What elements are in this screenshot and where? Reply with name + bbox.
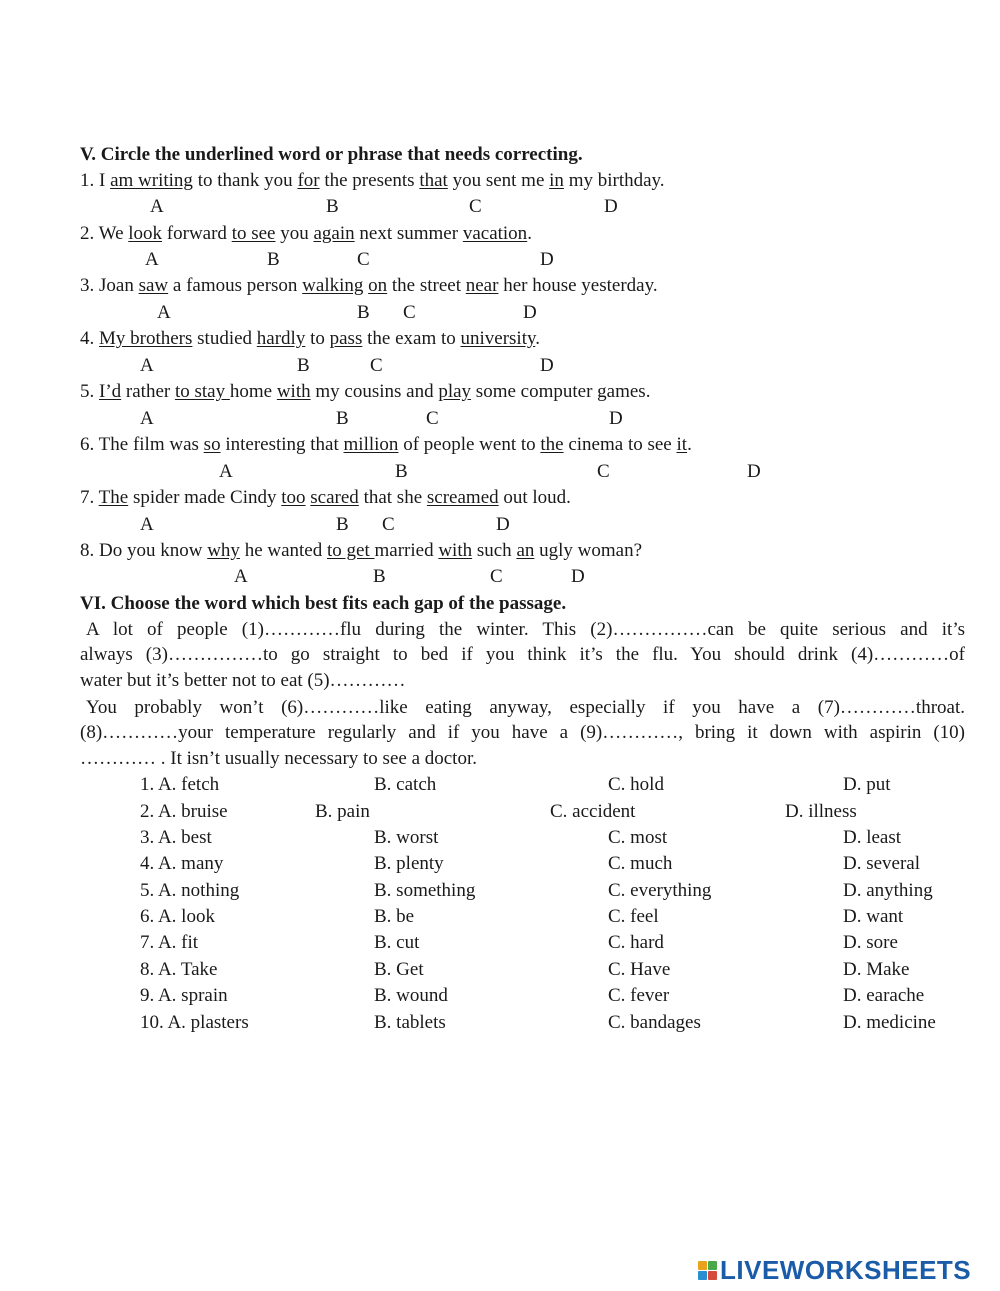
q2-letter-b: B xyxy=(267,249,280,270)
q3-letter-d: D xyxy=(523,302,537,323)
q5-letter-b: B xyxy=(336,408,349,429)
option-1-c[interactable]: C. hold xyxy=(608,774,664,795)
option-10-b[interactable]: B. tablets xyxy=(374,1012,446,1033)
option-b-phrase[interactable]: to get xyxy=(327,540,375,561)
option-5-d[interactable]: D. anything xyxy=(843,880,933,901)
option-9-a[interactable]: 9. A. sprain xyxy=(140,985,228,1006)
option-8-c[interactable]: C. Have xyxy=(608,959,671,980)
option-c-phrase[interactable]: with xyxy=(438,540,473,561)
option-9-b[interactable]: B. wound xyxy=(374,985,448,1006)
q7-letter-d: D xyxy=(496,514,510,535)
q2-letter-c: C xyxy=(357,249,370,270)
option-b-phrase[interactable]: to see xyxy=(231,223,276,244)
option-10-c[interactable]: C. bandages xyxy=(608,1012,701,1033)
option-3-b[interactable]: B. worst xyxy=(374,827,439,848)
question-8: 8. Do you know why he wanted to get married with such an ugly woman? xyxy=(80,540,643,561)
option-5-c[interactable]: C. everything xyxy=(608,880,712,901)
option-2-c[interactable]: C. accident xyxy=(550,801,636,822)
q1-letter-d: D xyxy=(604,196,618,217)
passage-line-4: You probably won’t (6)…………like eating anyway, especially if you have a (7)…………throat. xyxy=(86,697,965,718)
option-a-phrase[interactable]: so xyxy=(203,434,221,455)
question-3: 3. Joan saw a famous person walking on the street near her house yesterday. xyxy=(80,275,658,296)
option-10-d[interactable]: D. medicine xyxy=(843,1012,936,1033)
option-10-a[interactable]: 10. A. plasters xyxy=(140,1012,249,1033)
option-a-phrase[interactable]: My brothers xyxy=(99,328,193,349)
option-3-d[interactable]: D. least xyxy=(843,827,902,848)
option-2-b[interactable]: B. pain xyxy=(315,801,370,822)
q6-letter-c: C xyxy=(597,461,610,482)
q6-letter-b: B xyxy=(395,461,408,482)
question-4: 4. My brothers studied hardly to pass the exam to university. xyxy=(80,328,541,349)
option-d-phrase[interactable]: it xyxy=(676,434,688,455)
q5-letter-d: D xyxy=(609,408,623,429)
option-7-a[interactable]: 7. A. fit xyxy=(140,932,199,953)
question-2: 2. We look forward to see you again next summer vacation. xyxy=(80,223,532,244)
option-4-d[interactable]: D. several xyxy=(843,853,921,874)
option-a-phrase[interactable]: The xyxy=(98,487,129,508)
option-4-b[interactable]: B. plenty xyxy=(374,853,444,874)
q5-letter-c: C xyxy=(426,408,439,429)
liveworksheets-logo xyxy=(698,1257,971,1283)
option-d-phrase[interactable]: in xyxy=(549,170,564,191)
option-9-d[interactable]: D. earache xyxy=(843,985,925,1006)
q2-letter-a: A xyxy=(145,249,159,270)
passage-line-5: (8)…………your temperature regularly and if you have a (9)…………, bring it down with aspirin (10) xyxy=(80,722,965,743)
passage-line-6: ………… . It isn’t usually necessary to see a doctor. xyxy=(80,748,477,769)
option-5-b[interactable]: B. something xyxy=(374,880,476,901)
option-1-a[interactable]: 1. A. fetch xyxy=(140,774,220,795)
q3-letter-a: A xyxy=(157,302,171,323)
question-6: 6. The film was so interesting that million of people went to the cinema to see it. xyxy=(80,434,692,455)
q7-letter-b: B xyxy=(336,514,349,535)
option-7-c[interactable]: C. hard xyxy=(608,932,664,953)
option-3-c[interactable]: C. most xyxy=(608,827,668,848)
option-d-phrase[interactable]: near xyxy=(465,275,499,296)
option-c-phrase[interactable]: the xyxy=(540,434,564,455)
option-a-phrase[interactable]: am writing xyxy=(110,170,193,191)
option-4-a[interactable]: 4. A. many xyxy=(140,853,224,874)
option-c-phrase[interactable]: scared xyxy=(310,487,359,508)
q1-letter-c: C xyxy=(469,196,482,217)
q8-letter-b: B xyxy=(373,566,386,587)
option-6-a[interactable]: 6. A. look xyxy=(140,906,215,927)
option-8-b[interactable]: B. Get xyxy=(374,959,424,980)
option-4-c[interactable]: C. much xyxy=(608,853,673,874)
option-d-phrase[interactable]: an xyxy=(516,540,535,561)
passage-line-1: A lot of people (1)…………flu during the winter. This (2)……………can be quite serious and it’s xyxy=(86,619,965,640)
q4-letter-b: B xyxy=(297,355,310,376)
option-9-c[interactable]: C. fever xyxy=(608,985,670,1006)
q3-letter-b: B xyxy=(357,302,370,323)
q7-letter-c: C xyxy=(382,514,395,535)
question-5: 5. I’d rather to stay home with my cousins and play some computer games. xyxy=(80,381,651,402)
q5-letter-a: A xyxy=(140,408,154,429)
q8-letter-d: D xyxy=(571,566,585,587)
option-7-b[interactable]: B. cut xyxy=(374,932,420,953)
option-6-d[interactable]: D. want xyxy=(843,906,904,927)
option-b-phrase[interactable]: too xyxy=(281,487,306,508)
option-a-phrase[interactable]: I’d xyxy=(99,381,122,402)
option-d-phrase[interactable]: university xyxy=(460,328,536,349)
section-6-heading: VI. Choose the word which best fits each gap of the passage. xyxy=(80,593,567,614)
q4-letter-d: D xyxy=(540,355,554,376)
logo-text: LIVEWORKSHEETS xyxy=(720,1255,972,1285)
option-1-b[interactable]: B. catch xyxy=(374,774,437,795)
q8-letter-a: A xyxy=(234,566,248,587)
option-3-a[interactable]: 3. A. best xyxy=(140,827,212,848)
option-c-phrase[interactable]: on xyxy=(368,275,388,296)
question-1: 1. I am writing to thank you for the presents that you sent me in my birthday. xyxy=(80,170,665,191)
option-b-phrase[interactable]: walking xyxy=(302,275,364,296)
option-c-phrase[interactable]: with xyxy=(276,381,311,402)
q4-letter-a: A xyxy=(140,355,154,376)
q1-letter-a: A xyxy=(150,196,164,217)
passage-line-2: always (3)……………to go straight to bed if you think it’s the flu. You should drink (4)…………of xyxy=(80,644,965,665)
option-6-b[interactable]: B. be xyxy=(374,906,415,927)
option-c-phrase[interactable]: that xyxy=(419,170,448,191)
q2-letter-d: D xyxy=(540,249,554,270)
option-8-d[interactable]: D. Make xyxy=(843,959,910,980)
option-b-phrase[interactable]: to stay xyxy=(174,381,230,402)
option-1-d[interactable]: D. put xyxy=(843,774,891,795)
option-d-phrase[interactable]: screamed xyxy=(426,487,499,508)
option-b-phrase[interactable]: for xyxy=(297,170,320,191)
option-b-phrase[interactable]: million xyxy=(343,434,399,455)
q8-letter-c: C xyxy=(490,566,503,587)
option-d-phrase[interactable]: play xyxy=(438,381,472,402)
option-a-phrase[interactable]: look xyxy=(128,223,163,244)
q4-letter-c: C xyxy=(370,355,383,376)
question-7: 7. The spider made Cindy too scared that she screamed out loud. xyxy=(80,487,571,508)
section-5-heading: V. Circle the underlined word or phrase that needs correcting. xyxy=(80,144,583,165)
option-d-phrase[interactable]: vacation xyxy=(462,223,528,244)
option-c-phrase[interactable]: again xyxy=(313,223,355,244)
q7-letter-a: A xyxy=(140,514,154,535)
option-a-phrase[interactable]: why xyxy=(207,540,240,561)
liveworksheets-logo-icon xyxy=(698,1261,717,1280)
option-7-d[interactable]: D. sore xyxy=(843,932,898,953)
option-b-phrase[interactable]: hardly xyxy=(256,328,306,349)
q6-letter-d: D xyxy=(747,461,761,482)
option-2-d[interactable]: D. illness xyxy=(785,801,857,822)
option-5-a[interactable]: 5. A. nothing xyxy=(140,880,240,901)
option-8-a[interactable]: 8. A. Take xyxy=(140,959,218,980)
passage-line-3: water but it’s better not to eat (5)………… xyxy=(80,670,406,691)
option-c-phrase[interactable]: pass xyxy=(329,328,363,349)
option-a-phrase[interactable]: saw xyxy=(138,275,169,296)
option-6-c[interactable]: C. feel xyxy=(608,906,659,927)
option-2-a[interactable]: 2. A. bruise xyxy=(140,801,228,822)
q3-letter-c: C xyxy=(403,302,416,323)
q6-letter-a: A xyxy=(219,461,233,482)
q1-letter-b: B xyxy=(326,196,339,217)
